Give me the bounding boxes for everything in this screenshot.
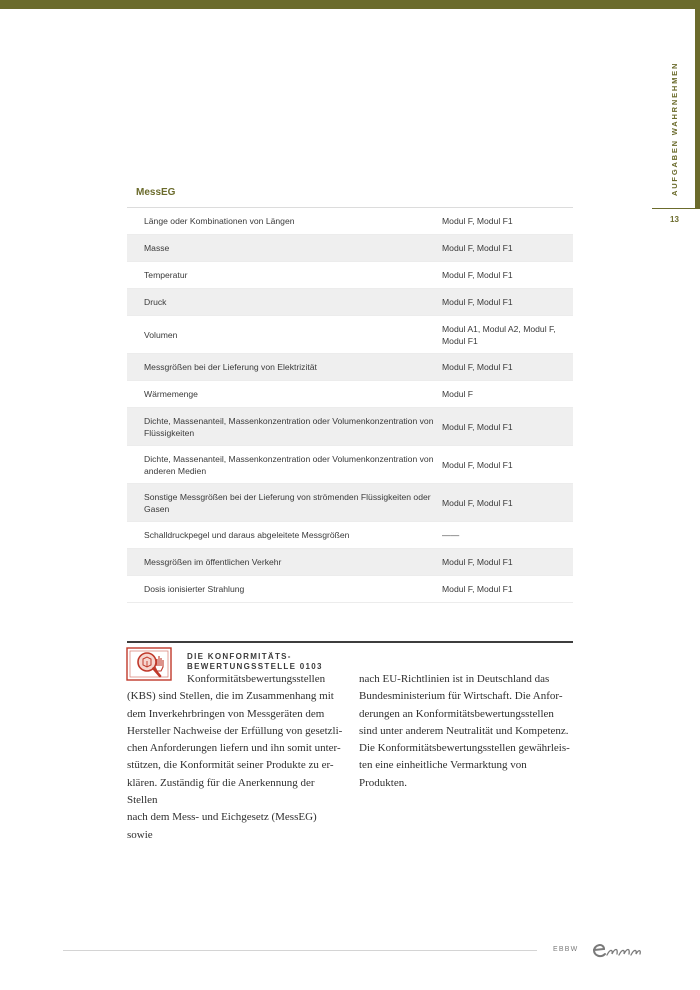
text-line: Konformitätsbewertungsstellen bbox=[187, 673, 326, 685]
row-module: Modul F, Modul F1 bbox=[442, 243, 513, 253]
top-accent-bar bbox=[0, 0, 700, 9]
text-line: sind unter anderem Neutralität und Kompetenz. bbox=[359, 724, 569, 737]
info-box-heading bbox=[187, 652, 323, 672]
text-line: klären. Zuständig für die Anerkennung der Stellen bbox=[127, 776, 315, 807]
row-module: Modul F, Modul F1 bbox=[442, 557, 513, 567]
row-name: Länge oder Kombinationen von Längen bbox=[144, 216, 295, 226]
text-line: stützen, die Konformität seiner Produkte zu er- bbox=[127, 759, 334, 772]
row-module: —— bbox=[442, 530, 460, 540]
row-module: Modul F bbox=[442, 389, 474, 399]
row-name: Messgrößen bei der Lieferung von Elektrizität bbox=[144, 362, 317, 372]
table-row bbox=[127, 522, 573, 549]
row-module: Modul F, Modul F1 bbox=[442, 270, 513, 280]
text-line: dem Inverkehrbringen von Messgeräten dem bbox=[127, 707, 325, 720]
row-name: Dichte, Massenanteil, Massenkonzentration oder Volumenkonzentration von anderen Medien bbox=[144, 453, 434, 476]
text-line: nach dem Mess- und Eichgesetz (MessEG) sowie bbox=[127, 811, 317, 841]
text-line: (KBS) sind Stellen, die im Zusammenhang mit bbox=[127, 690, 334, 703]
table-row bbox=[127, 208, 573, 235]
row-module: Modul F, Modul F1 bbox=[442, 584, 513, 594]
row-name: Dichte, Massenanteil, Massenkonzentration oder Volumenkonzentration von Flüssigkeiten bbox=[144, 415, 434, 438]
info-box-column-2 bbox=[359, 671, 574, 792]
text-line: Hersteller Nachweise der Erfüllung von gesetzli- bbox=[127, 724, 343, 737]
table-row bbox=[127, 446, 573, 484]
sidebar-section-title-text: AUFGABEN WAHRNEHMEN bbox=[670, 61, 679, 196]
row-module: Modul F, Modul F1 bbox=[442, 497, 513, 508]
text-line: chen Anforderungen liefern und ihn somit unter- bbox=[127, 742, 341, 755]
row-name: Messgrößen im öffentlichen Verkehr bbox=[144, 557, 282, 567]
info-box-column-1 bbox=[127, 671, 343, 844]
row-module: Modul F, Modul F1 bbox=[442, 216, 513, 226]
row-module: Modul F, Modul F1 bbox=[442, 459, 513, 470]
table-row bbox=[127, 484, 573, 522]
row-module: Modul F, Modul F1 bbox=[442, 297, 513, 307]
text-line: ten eine einheitliche Vermarktung von Produkten. bbox=[359, 759, 527, 789]
table-row bbox=[127, 289, 573, 316]
row-module: Modul F, Modul F1 bbox=[442, 362, 513, 372]
ebbw-logo bbox=[591, 937, 643, 961]
footer-label: EBBW bbox=[553, 946, 579, 953]
table-row bbox=[127, 235, 573, 262]
footer-rule bbox=[63, 950, 537, 951]
row-name: Druck bbox=[144, 297, 167, 307]
row-name: Sonstige Messgrößen bei der Lieferung von strömenden Flüssigkeiten oder Gasen bbox=[144, 491, 431, 514]
text-line: Die Konformitätsbewertungsstellen gewährleis- bbox=[359, 742, 570, 755]
row-module: Modul A1, Modul A2, Modul F, Modul F1 bbox=[442, 323, 556, 346]
page-number: 13 bbox=[670, 215, 679, 224]
row-name: Temperatur bbox=[144, 270, 188, 280]
table-row bbox=[127, 381, 573, 408]
table-row bbox=[127, 354, 573, 381]
info-box-top-rule bbox=[127, 641, 573, 643]
info-box-heading-line-2: BEWERTUNGSSTELLE 0103 bbox=[187, 662, 323, 671]
table-row bbox=[127, 262, 573, 289]
table-caption: MessEG bbox=[136, 187, 176, 198]
table-row bbox=[127, 408, 573, 446]
text-line: Bundesministerium für Wirtschaft. Die Anfor- bbox=[359, 690, 563, 703]
row-name: Masse bbox=[144, 243, 170, 253]
row-name: Dosis ionisierter Strahlung bbox=[144, 584, 245, 594]
sidebar-section-title bbox=[668, 61, 686, 198]
table-row bbox=[127, 549, 573, 576]
sidebar-accent-line bbox=[695, 9, 700, 209]
info-box-heading-line-1: DIE KONFORMITÄTS- bbox=[187, 652, 292, 661]
row-name: Schalldruckpegel und daraus abgeleitete Messgrößen bbox=[144, 530, 350, 540]
sidebar-divider bbox=[652, 208, 695, 209]
table-row bbox=[127, 576, 573, 603]
row-name: Volumen bbox=[144, 329, 178, 340]
row-name: Wärmemenge bbox=[144, 389, 198, 399]
row-module: Modul F, Modul F1 bbox=[442, 421, 513, 432]
table-row bbox=[127, 316, 573, 354]
text-line: nach EU-Richtlinien ist in Deutschland das bbox=[359, 673, 550, 685]
text-line: derungen an Konformitätsbewertungsstellen bbox=[359, 707, 554, 720]
module-table bbox=[127, 207, 573, 603]
